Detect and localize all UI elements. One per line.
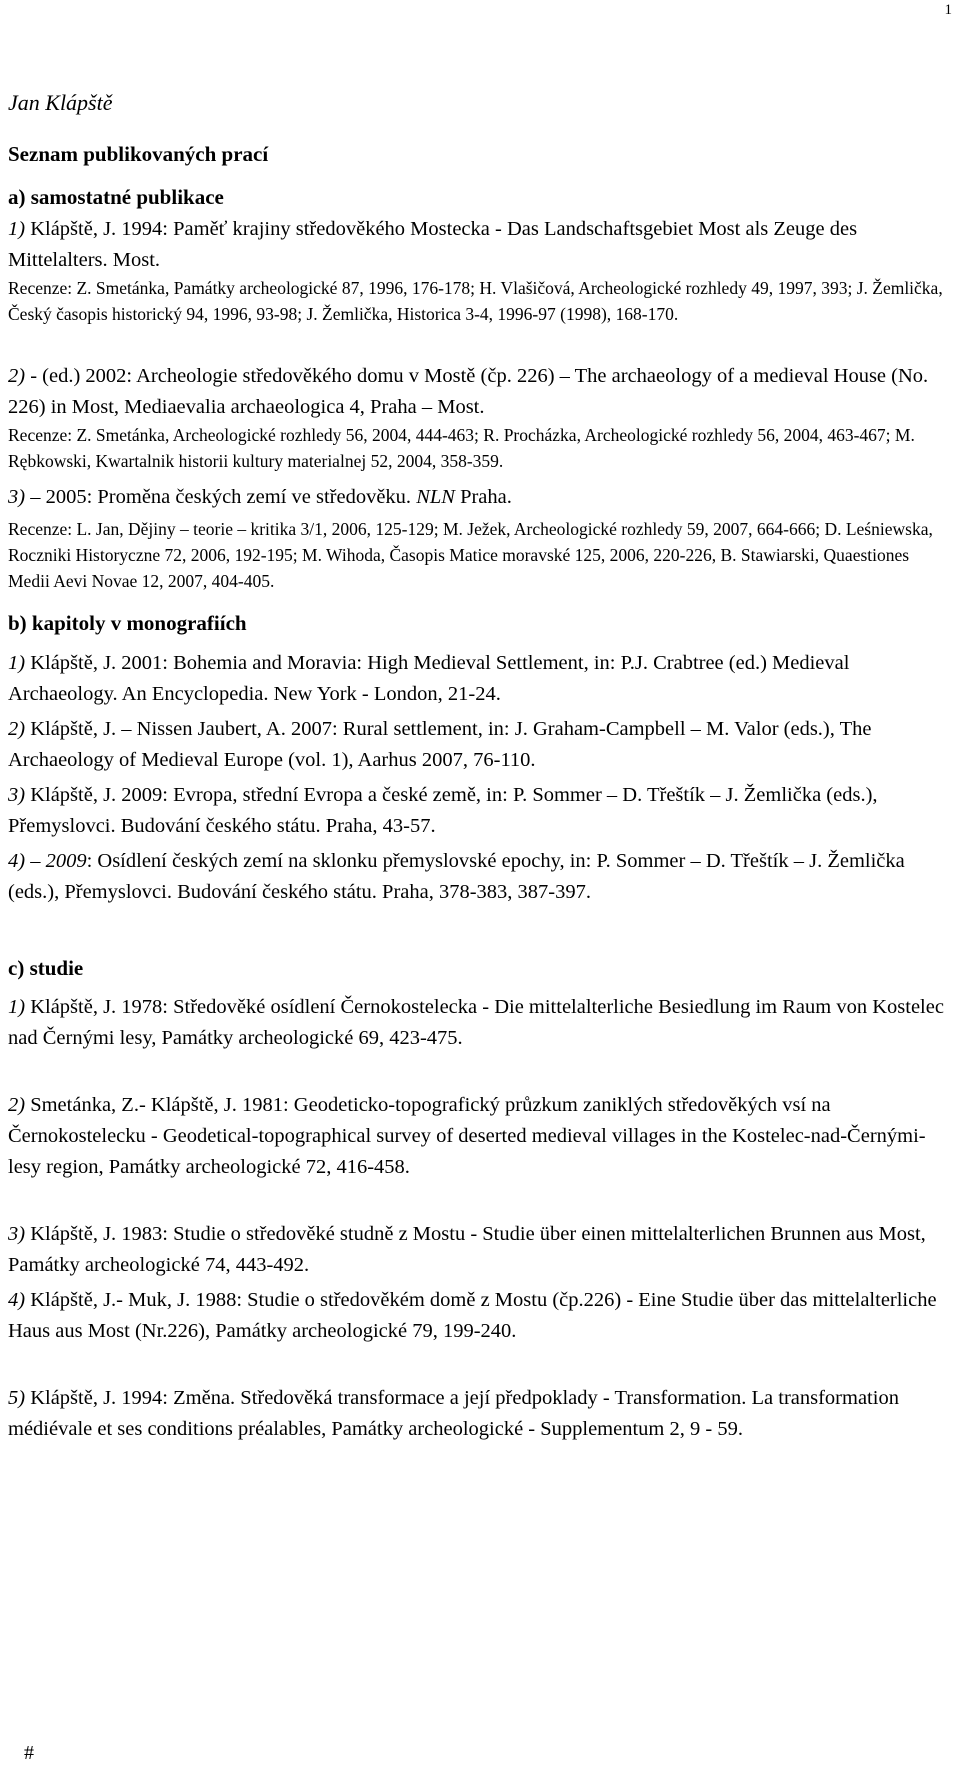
document-title: Seznam publikovaných prací — [8, 142, 269, 166]
item-number: 4) – 2009 — [8, 850, 87, 872]
review-block: Recenze: Z. Smetánka, Archeologické rozhledy 56, 2004, 444-463; R. Procházka, Archeologické rozhledy 56, 2004, 463-467; M. Rębkowski, Kwartalnik historii kultury materialnej 52, 2004, 358-359. — [8, 425, 915, 471]
list-item — [8, 714, 948, 776]
list-item — [8, 846, 948, 908]
item-text: Klápště, J. – Nissen Jaubert, A. 2007: Rural settlement, in: J. Graham-Campbell – M. Valor (eds.), The Archaeology of Medieval Europe (vol. 1), Aarhus 2007, 76-110. — [8, 718, 872, 771]
item-number: 1) — [8, 652, 26, 674]
item-number: 3) — [8, 1223, 26, 1245]
item-text-end: Praha. — [454, 486, 512, 508]
item-text: Klápště, J. 1983: Studie o středověké studně z Mostu - Studie über einen mittelalterlichen Brunnen aus Most, Památky archeologické 74, 443-492. — [8, 1223, 926, 1276]
list-item — [8, 361, 948, 423]
item-number: 5) — [8, 1387, 26, 1409]
item-text: Klápště, J.- Muk, J. 1988: Studie o středověkém domě z Mostu (čp.226) - Eine Studie über das mittelalterliche Haus aus Most (Nr.226), Památky archeologické 79, 199-240. — [8, 1289, 937, 1342]
item-text: Klápště, J. 2009: Evropa, střední Evropa a české země, in: P. Sommer – D. Třeštík – J. Žemlička (eds.), Přemyslovci. Budování českého státu. Praha, 43-57. — [8, 784, 878, 837]
publisher-name: NLN — [416, 486, 455, 508]
item-number: 2) — [8, 365, 26, 387]
item-number: 3) — [8, 784, 26, 806]
item-number: 3) — [8, 486, 26, 508]
item-number: 4) — [8, 1289, 26, 1311]
item-text: – 2005: Proměna českých zemí ve středověku. — [25, 486, 417, 508]
item-text: Klápště, J. 1994: Paměť krajiny středověkého Mostecka - Das Landschaftsgebiet Most als Zeuge des Mittelalters. Most. — [8, 218, 858, 271]
item-number: 1) — [8, 996, 26, 1018]
item-text: : Osídlení českých zemí na sklonku přemyslovské epochy, in: P. Sommer – D. Třeštík – J. Žemlička (eds.), Přemyslovci. Budování českého státu. Praha, 378-383, 387-397. — [8, 850, 905, 903]
list-item — [8, 1285, 948, 1347]
item-number: 2) — [8, 718, 26, 740]
list-item — [8, 1090, 948, 1183]
list-item — [8, 1219, 948, 1281]
list-item — [8, 780, 948, 842]
list-item — [8, 1383, 948, 1445]
list-item — [8, 648, 948, 710]
section-a-heading: a) samostatné publikace — [8, 185, 224, 209]
list-item — [8, 482, 948, 513]
review-block: Recenze: L. Jan, Dějiny – teorie – kritika 3/1, 2006, 125-129; M. Ježek, Archeologické rozhledy 59, 2007, 664-666; D. Leśniewska, Roczniki Historyczne 72, 2006, 192-195; M. Wihoda, Časopis Matice moravské 125, 2006, 220-226, B. Stawiarski, Quaestiones Medii Aevi Novae 12, 2007, 404-405. — [8, 519, 933, 591]
section-b-heading: b) kapitoly v monografiích — [8, 611, 247, 635]
author-name: Jan Klápště — [8, 90, 113, 115]
item-text: - (ed.) 2002: Archeologie středověkého domu v Mostě (čp. 226) – The archaeology of a medieval House (No. 226) in Most, Mediaevalia archaeologica 4, Praha – Most. — [8, 365, 929, 418]
item-text: Klápště, J. 1978: Středověké osídlení Černokostelecka - Die mittelalterliche Besiedlung im Raum von Kostelec nad Černými lesy, Památky archeologické 69, 423-475. — [8, 996, 944, 1049]
item-number: 2) — [8, 1094, 26, 1116]
page-number: 1 — [944, 2, 952, 18]
footer-mark: # — [24, 1742, 34, 1764]
item-text: Klápště, J. 2001: Bohemia and Moravia: High Medieval Settlement, in: P.J. Crabtree (ed.) Medieval Archaeology. An Encyclopedia. New York - London, 21-24. — [8, 652, 850, 705]
review-block: Recenze: Z. Smetánka, Památky archeologické 87, 1996, 176-178; H. Vlašičová, Archeologické rozhledy 49, 1997, 393; J. Žemlička, Český časopis historický 94, 1996, 93-98; J. Žemlička, Historica 3-4, 1996-97 (1998), 168-170. — [8, 278, 943, 324]
item-number: 1) — [8, 218, 26, 240]
list-item — [8, 214, 948, 276]
list-item — [8, 992, 948, 1054]
item-text: Smetánka, Z.- Klápště, J. 1981: Geodeticko-topografický průzkum zaniklých středověkých vsí na Černokostelecku - Geodetical-topographical survey of deserted medieval villages in the Kostelec-nad-Černými-lesy region, Památky archeologické 72, 416-458. — [8, 1094, 926, 1178]
item-text: Klápště, J. 1994: Změna. Středověká transformace a její předpoklady - Transformation. La transformation médiévale et ses conditions préalables, Památky archeologické - Supplementum 2, 9 - 59. — [8, 1387, 899, 1440]
section-c-heading: c) studie — [8, 956, 84, 980]
